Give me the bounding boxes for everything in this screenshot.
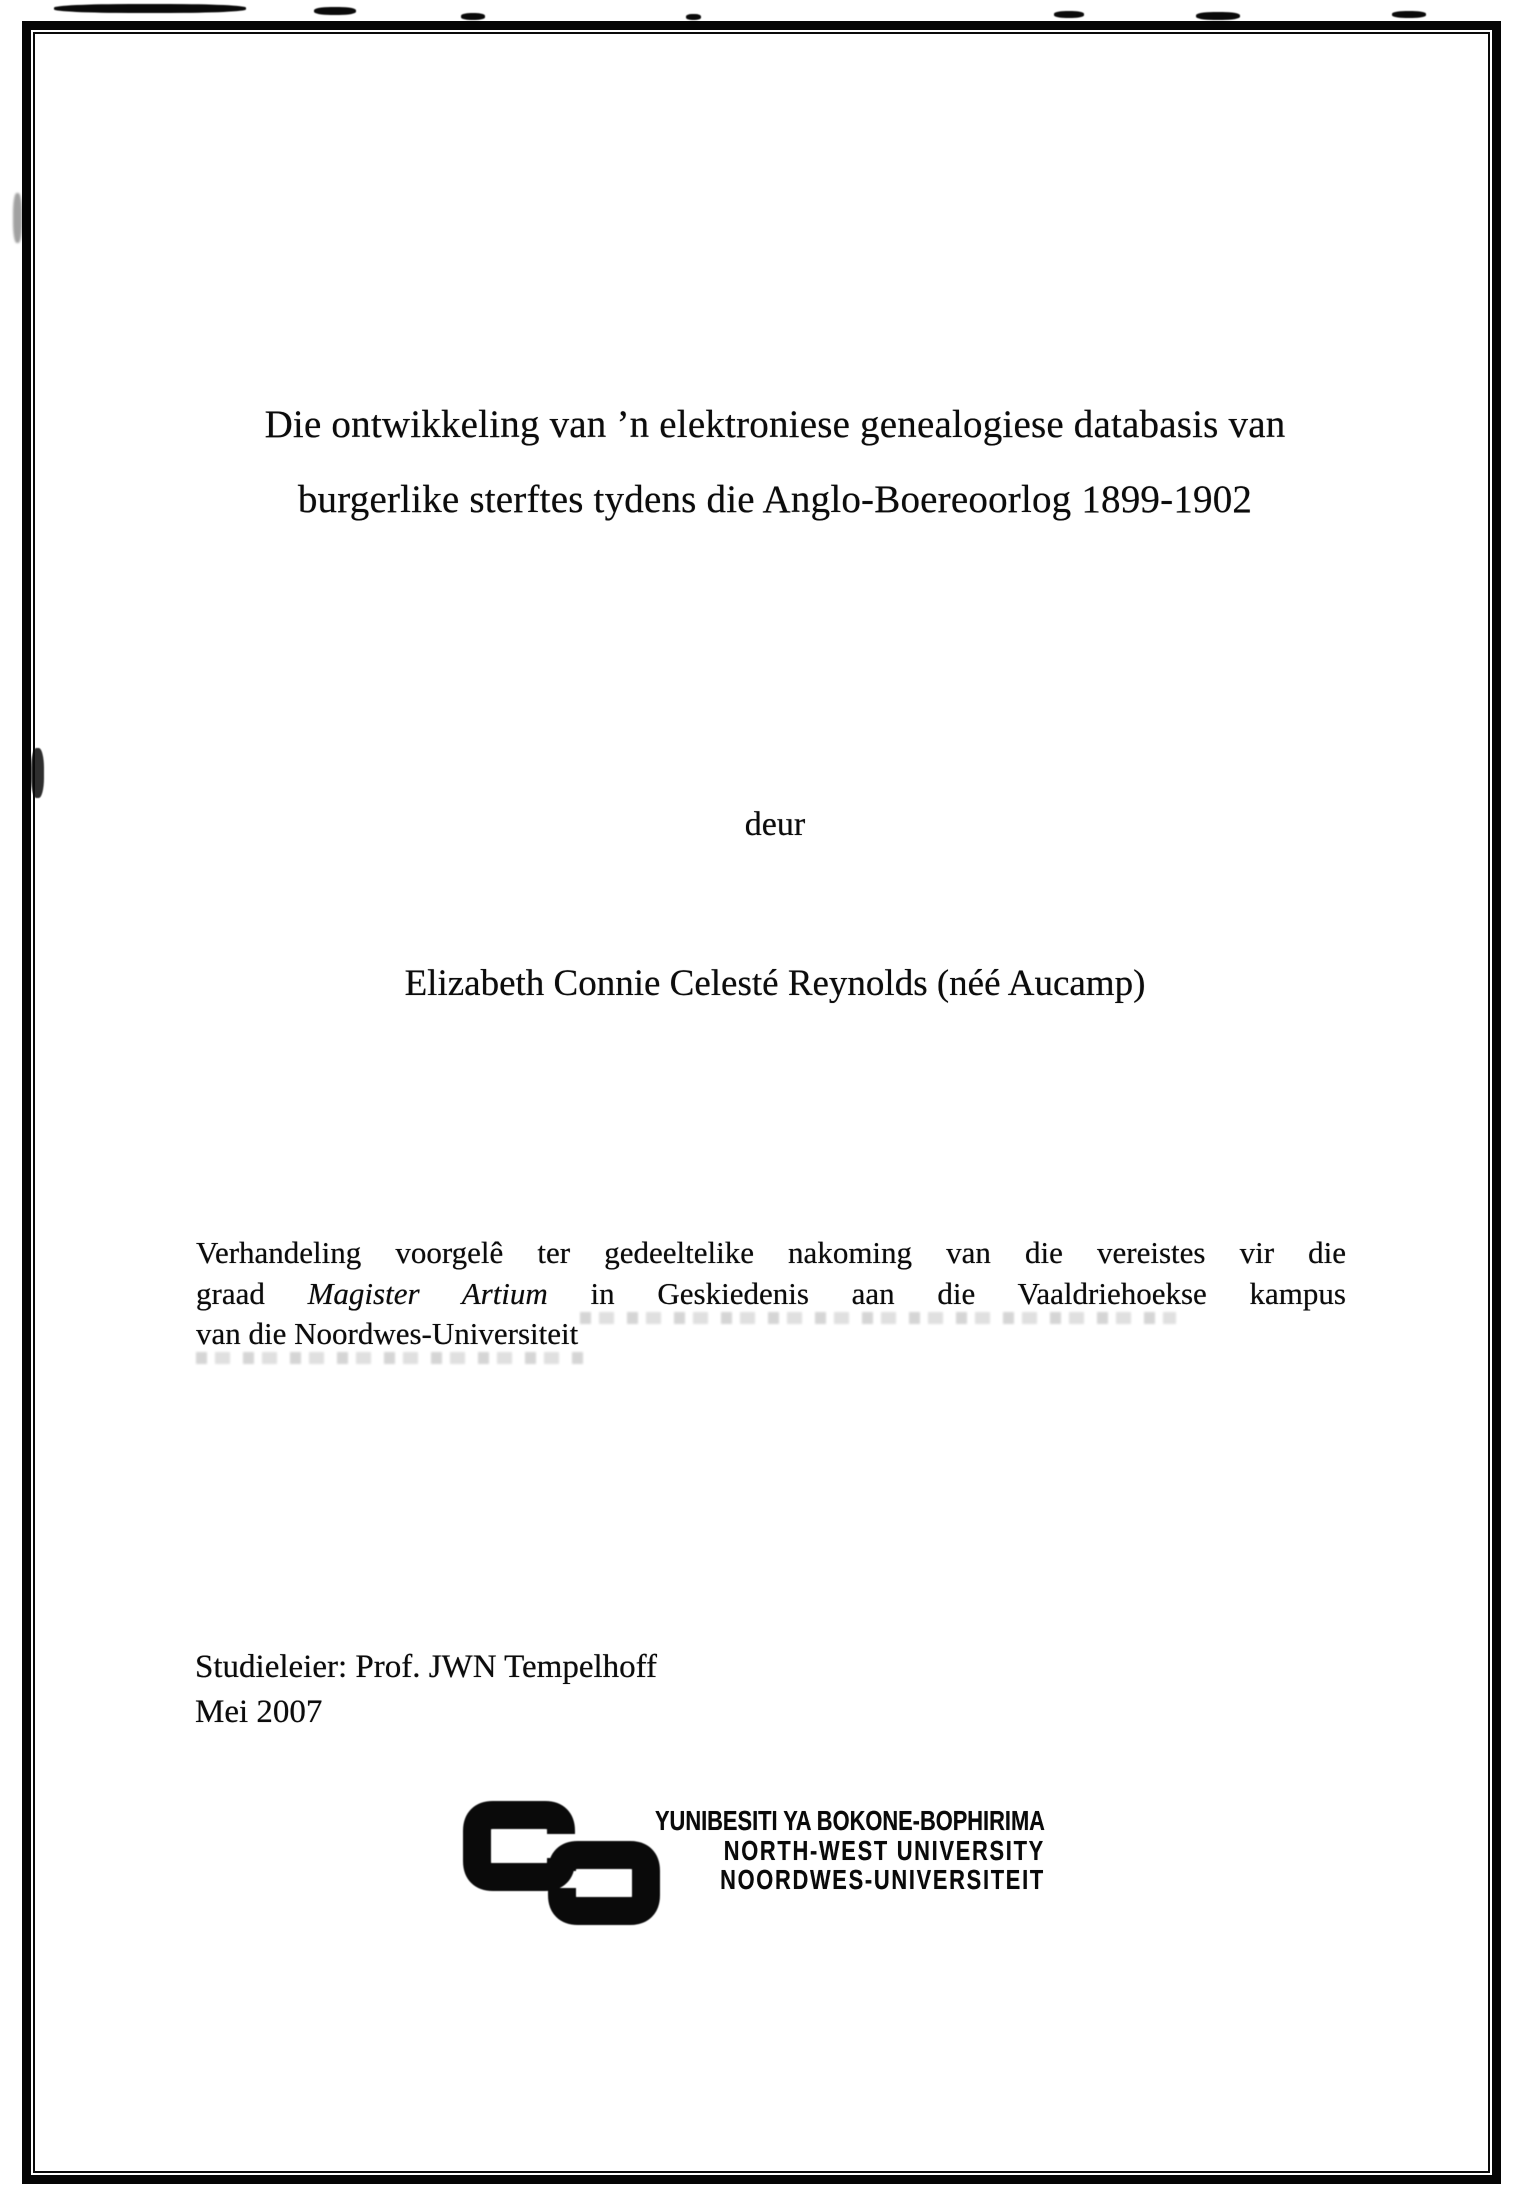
submission-statement [196,1233,1346,1355]
submission-line-2 [196,1274,1346,1315]
supervisor-line: Studieleier: Prof. JWN Tempelhoff [195,1649,658,1685]
date-line: Mei 2007 [195,1694,323,1730]
submission-line-3: van die Noordwes-Universiteit [196,1316,579,1351]
thesis-title-line-2: burgerlike sterftes tydens die Anglo-Boereoorlog 1899-1902 [297,478,1253,521]
submission-line-1: Verhandeling voorgelê ter gedeeltelike nakoming van die vereistes vir die [196,1235,1346,1270]
scan-smudge [1392,11,1426,18]
supervisor-block [195,1645,1095,1735]
scan-smudge [1054,11,1084,18]
wordmark-setswana: YUNIBESITI YA BOKONE-BOPHIRIMA [655,1805,1045,1836]
degree-name-italic: Magister Artium [307,1275,548,1311]
scan-smudge [1196,12,1240,20]
thesis-title-line-1: Die ontwikkeling van ’n elektroniese genealogiese databasis van [264,403,1286,446]
scan-smudge [461,13,485,20]
nwu-logo-icon [463,1800,660,1926]
wordmark-english: NORTH-WEST UNIVERSITY [723,1834,1045,1866]
scan-smudge [13,193,22,243]
scan-smudge [314,7,356,15]
bleedthrough-artifact [580,1312,1176,1324]
scan-smudge [686,14,701,20]
wordmark-afrikaans: NOORDWES-UNIVERSITEIT [720,1864,1045,1895]
bleedthrough-artifact [196,1352,588,1364]
byline-label: deur [744,806,806,843]
submission-line-2-pre: graad [196,1275,308,1311]
author-name: Elizabeth Connie Celesté Reynolds (néé Aucamp) [404,963,1146,1004]
logo-right-link [562,1855,646,1911]
scan-smudge [54,4,246,13]
submission-line-2-post: in Geskiedenis aan die Vaaldriehoekse kampus [547,1275,1346,1311]
nwu-wordmark [655,1806,1045,1895]
